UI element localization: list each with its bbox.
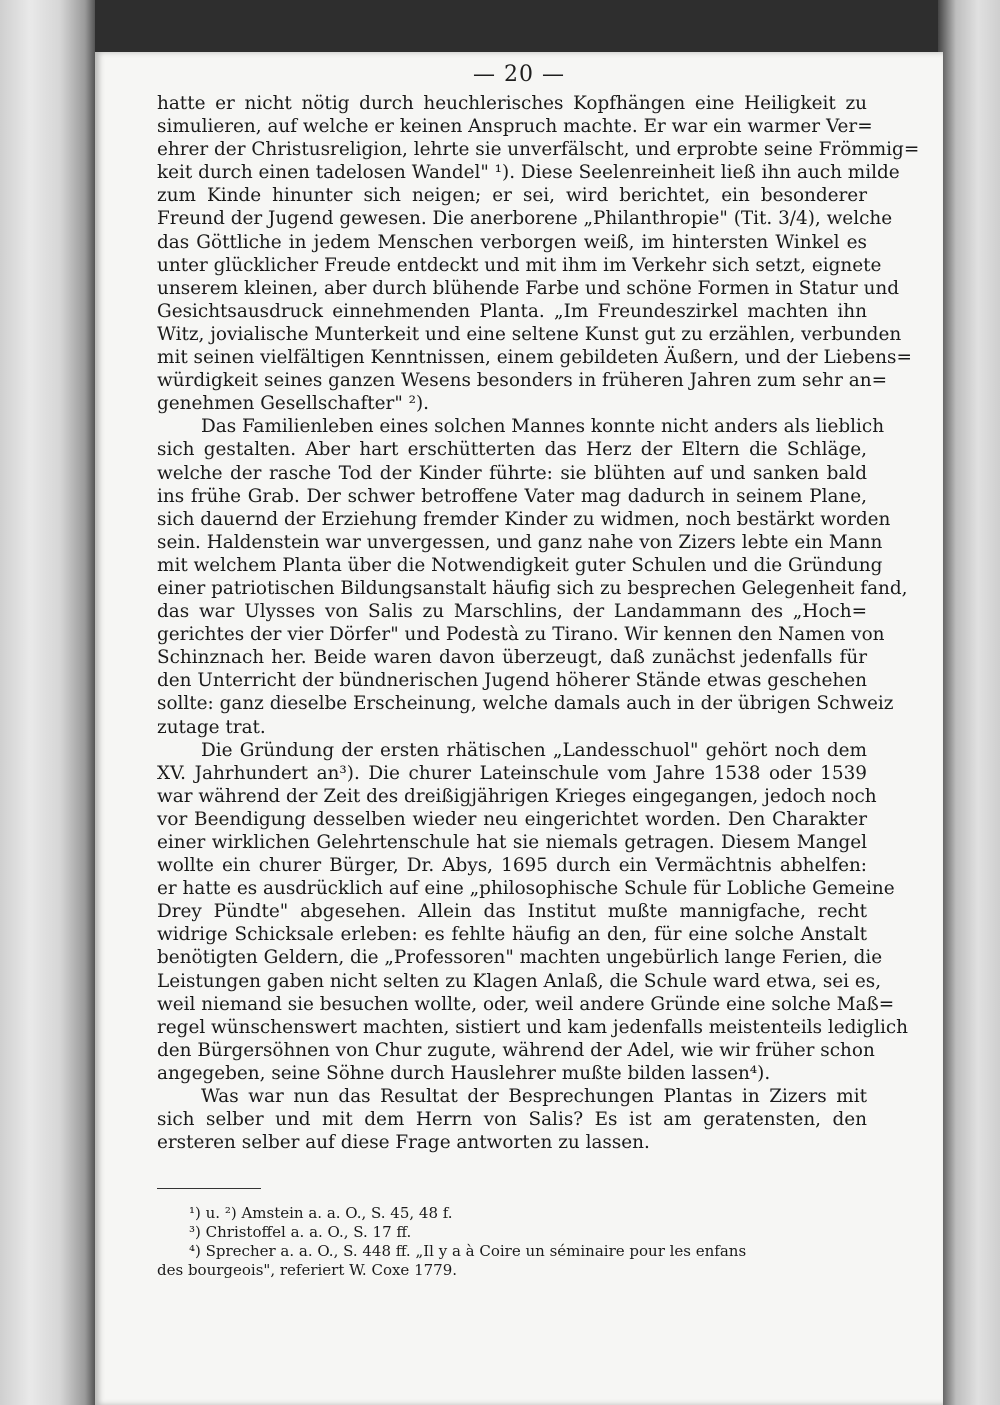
text-line: weil niemand sie besuchen wollte, oder, weil andere Gründe eine solche Maß= [157,993,895,1015]
text-line: Die Gründung der ersten rhätischen „Landesschuol" gehört noch dem [201,739,867,761]
page-number: — 20 — [473,62,565,87]
text-line: regel wünschenswert machten, sistiert und kam jedenfalls meistenteils lediglich [157,1016,908,1038]
text-line: sich selber und mit dem Herrn von Salis? Es ist am geratensten, den [157,1109,867,1131]
footnotes [157,1204,867,1280]
paragraph-2 [157,415,908,738]
text-line: unter glücklicher Freude entdeckt und mit ihm im Verkehr sich setzt, eignete [157,254,882,276]
text-line: Drey Pündte" abgesehen. Allein das Institut mußte mannigfache, recht [157,901,867,923]
text-line: er hatte es ausdrücklich auf eine „philosophische Schule für Lobliche Gemeine [157,878,895,900]
footnote: ³) Christoffel a. a. O., S. 17 ff. [189,1223,412,1241]
text-line: hatte er nicht nötig durch heuchlerisches Kopfhängen eine Heiligkeit zu [157,93,867,114]
text-line: gerichtes der vier Dörfer" und Podestà zu Tirano. Wir kennen den Namen von [157,624,885,646]
text-line: sich dauernd der Erziehung fremder Kinder zu widmen, noch bestärkt worden [157,508,891,530]
text-line: zum Kinde hinunter sich neigen; er sei, wird berichtet, ein besonderer [157,185,867,207]
text-line: war während der Zeit des dreißigjährigen Krieges eingegangen, jedoch noch [157,785,877,807]
text-line: simulieren, auf welche er keinen Anspruch machte. Er war ein warmer Ver= [157,116,873,138]
text-line: einer patriotischen Bildungsanstalt häufig sich zu besprechen Gelegenheit fand, [157,577,908,599]
book-page [95,52,943,1405]
scan-left-page-edge [0,0,95,1405]
text-line: den Bürgersöhnen von Chur zugute, während der Adel, wie wir früher schon [157,1039,875,1061]
text-line: ins frühe Grab. Der schwer betroffene Vater mag dadurch in seinem Plane, [157,485,867,507]
text-line: XV. Jahrhundert an³). Die churer Lateinschule vom Jahre 1538 oder 1539 [157,762,867,784]
text-line: Das Familienleben eines solchen Mannes konnte nicht anders als lieblich [201,416,885,438]
scan-background-top [0,0,1000,52]
text-line: das Göttliche in jedem Menschen verborgen weiß, im hintersten Winkel es [157,231,867,253]
text-line: den Unterricht der bündnerischen Jugend höherer Stände etwas geschehen [157,670,867,692]
text-line: Witz, jovialische Munterkeit und eine seltene Kunst gut zu erzählen, verbunden [157,323,902,345]
paragraph-1 [157,92,920,415]
text-line: Freund der Jugend gewesen. Die anerborene „Philanthropie" (Tit. 3/4), welche [157,208,893,230]
footnote: ¹) u. ²) Amstein a. a. O., S. 45, 48 f. [189,1204,453,1222]
text-line: ersteren selber auf diese Frage antworten zu lassen. [157,1132,650,1154]
text-line: einer wirklichen Gelehrtenschule hat sie niemals getragen. Diesem Mangel [157,832,867,853]
text-line: vor Beendigung desselben wieder neu eingerichtet worden. Den Charakter [157,808,867,830]
text-line: keit durch einen tadelosen Wandel" ¹). Diese Seelenreinheit ließ ihn auch milde [157,162,900,184]
scan-right-page-edge [938,0,1000,1405]
text-line: sein. Haldenstein war unvergessen, und ganz nahe von Zizers lebte ein Mann [157,531,883,553]
footnote: ⁴) Sprecher a. a. O., S. 448 ff. „Il y a à Coire un séminaire pour les enfans [189,1242,747,1260]
text-line: zutage trat. [157,716,266,738]
text-line: benötigten Geldern, die „Professoren" machten ungebürlich lange Ferien, die [157,947,883,969]
text-line: wollte ein churer Bürger, Dr. Abys, 1695 durch ein Vermächtnis abhelfen: [157,855,867,877]
text-line: sich gestalten. Aber hart erschütterten das Herz der Eltern die Schläge, [157,439,867,461]
text-line: angegeben, seine Söhne durch Hauslehrer mußte bilden lassen⁴). [157,1062,771,1084]
footnote-divider [157,1188,261,1189]
text-line: das war Ulysses von Salis zu Marschlins, der Landammann des „Hoch= [157,601,867,623]
footnote: des bourgeois", referiert W. Coxe 1779. [157,1261,458,1279]
text-line: Was war nun das Resultat der Besprechungen Plantas in Zizers mit [201,1086,867,1108]
text-line: Gesichtsausdruck einnehmenden Planta. „Im Freundeszirkel machten ihn [157,300,867,322]
text-line: würdigkeit seines ganzen Wesens besonders in früheren Jahren zum sehr an= [157,370,887,392]
paragraph-4 [157,1085,867,1154]
body-text [157,92,920,1154]
text-line: unserem kleinen, aber durch blühende Farbe und schöne Formen in Statur und [157,277,900,299]
text-line: ehrer der Christusreligion, lehrte sie unverfälscht, und erprobte seine Frömmig= [157,139,920,161]
text-line: sollte: ganz dieselbe Erscheinung, welche damals auch in der übrigen Schweiz [157,693,894,715]
paragraph-3 [157,739,908,1085]
text-line: mit welchem Planta über die Notwendigkeit guter Schulen und die Gründung [157,554,883,576]
text-line: Leistungen gaben nicht selten zu Klagen Anlaß, die Schule ward etwa, sei es, [157,970,882,992]
text-line: mit seinen vielfältigen Kenntnissen, einem gebildeten Äußern, und der Liebens= [157,347,912,369]
text-line: genehmen Gesellschafter" ²). [157,393,430,415]
text-line: Schinznach her. Beide waren davon überzeugt, daß zunächst jedenfalls für [157,647,867,669]
text-line: welche der rasche Tod der Kinder führte: sie blühten auf und sanken bald [157,462,867,484]
text-line: widrige Schicksale erleben: es fehlte häufig an den, für eine solche Anstalt [157,924,867,946]
